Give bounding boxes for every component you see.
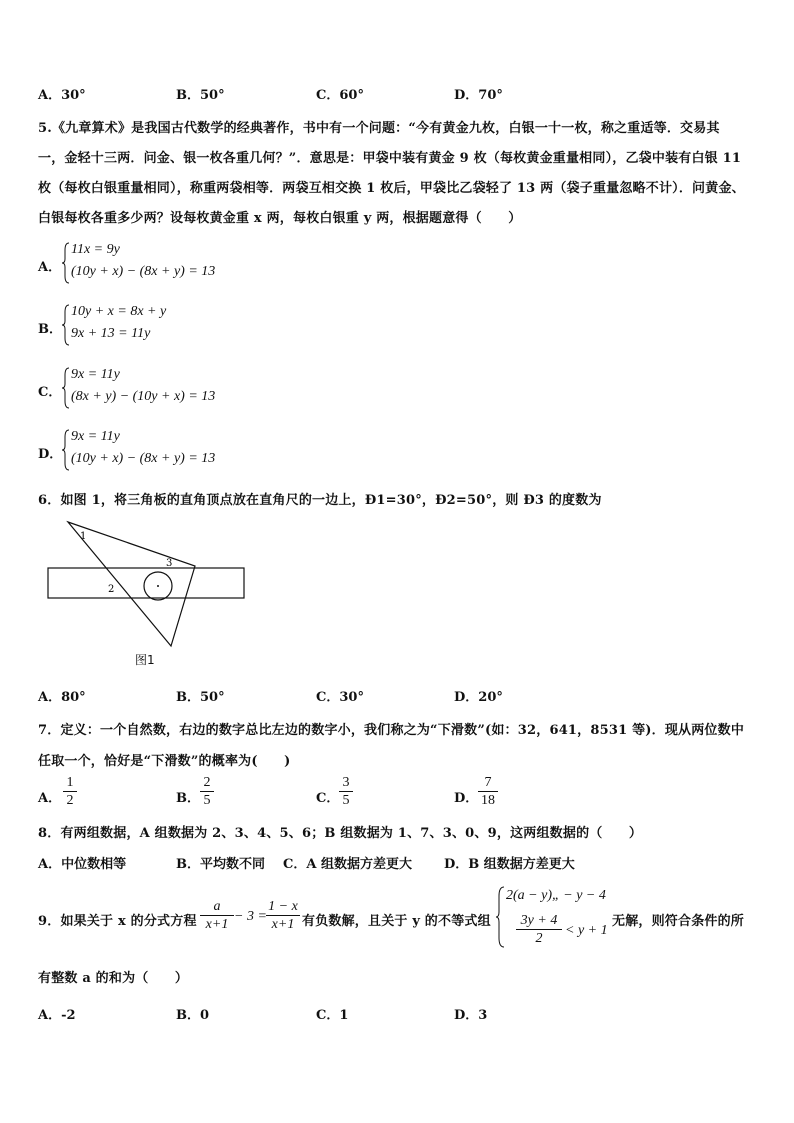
circle-center-dot	[157, 585, 159, 587]
q8-option-d: D．B 组数据方差更大	[444, 857, 575, 872]
q6-text: 6．如图 1，将三角板的直角顶点放在直角尺的一边上，Ð1=30°，Ð2=50°，则 Ð3 的度数为	[38, 493, 602, 508]
q9-text-part2: 有负数解，且关于 y 的不等式组	[302, 914, 491, 929]
q7-option-b-fraction	[200, 774, 214, 809]
q7-option-c-label: C．	[316, 791, 340, 806]
fraction-denominator: 5	[342, 793, 350, 808]
q5-text-line3: 枚（每枚白银重量相同），称重两袋相等．两袋互相交换 1 枚后，甲袋比乙袋轻了 13 两（袋子重量忽略不计）．问黄金、	[38, 181, 745, 196]
q5-option-d-label: D．	[38, 447, 63, 462]
figure-caption: 图1	[135, 653, 155, 667]
fraction-numerator: 1 − x	[268, 899, 298, 914]
q5-option-a-label: A．	[38, 260, 62, 275]
q4-option-a: A．30°	[38, 88, 86, 103]
q7-text-line1: 7．定义：一个自然数，右边的数字总比左边的数字小，我们称之为“下滑数”(如：32，641，8531 等)．现从两位数中	[38, 723, 745, 738]
fraction-denominator: x+1	[271, 917, 295, 932]
q4-option-c: C．60°	[316, 88, 364, 103]
brace-icon	[62, 304, 70, 346]
q7-option-d-label: D．	[454, 791, 479, 806]
q9-inequality-2-rest: < y + 1	[565, 923, 608, 938]
angle-label-1: 1	[80, 531, 87, 542]
q6-option-c: C．30°	[316, 690, 364, 705]
q5-c-eq2: (8x + y) − (10y + x) = 13	[71, 389, 216, 404]
fraction-denominator: 18	[481, 793, 495, 808]
brace-icon	[496, 886, 505, 948]
q8-option-b: B．平均数不同	[176, 857, 265, 872]
fraction-denominator: 5	[203, 793, 211, 808]
q6-option-d: D．20°	[454, 690, 503, 705]
fraction-numerator: 3	[342, 775, 350, 790]
q5-option-c-label: C．	[38, 385, 62, 400]
q5-a-eq1: 11x = 9y	[71, 242, 120, 257]
triangle-shape	[68, 522, 195, 646]
brace-icon	[62, 429, 70, 471]
angle-label-2: 2	[108, 584, 115, 595]
q6-option-a: A．80°	[38, 690, 86, 705]
q7-option-a-label: A．	[38, 791, 62, 806]
q4-option-d: D．70°	[454, 88, 503, 103]
q5-text-line1: 5.《九章算术》是我国古代数学的经典著作，书中有一个问题：“今有黄金九枚，白银一十一枚，称之重适等．交易其	[38, 121, 720, 136]
fraction-denominator: 2	[535, 931, 543, 946]
q9-inequality-1: 2(a − y)„ − y − 4	[506, 888, 606, 903]
q9-fraction-2	[266, 898, 300, 933]
q7-option-c-fraction	[339, 774, 353, 809]
fraction-numerator: 3y + 4	[520, 913, 558, 928]
q6-option-b: B．50°	[176, 690, 225, 705]
q5-b-eq2: 9x + 13 = 11y	[71, 326, 151, 341]
q5-text-line4: 白银每枚各重多少两？设每枚黄金重 x 两，每枚白银重 y 两，根据题意得（ ）	[38, 211, 522, 226]
q8-text: 8．有两组数据，A 组数据为 2、3、4、5、6；B 组数据为 1、7、3、0、9，这两组数据的（ ）	[38, 826, 643, 841]
q5-d-eq1: 9x = 11y	[71, 429, 120, 444]
fraction-denominator: 2	[66, 793, 74, 808]
q9-text-part3: 无解，则符合条件的所	[612, 914, 745, 929]
fraction-numerator: a	[213, 899, 221, 914]
q5-d-eq2: (10y + x) − (8x + y) = 13	[71, 451, 216, 466]
q5-a-eq2: (10y + x) − (8x + y) = 13	[71, 264, 216, 279]
fraction-denominator: x+1	[205, 917, 229, 932]
q4-option-b: B．50°	[176, 88, 225, 103]
q7-text-line2: 任取一个，恰好是“下滑数”的概率为( )	[38, 754, 291, 769]
fraction-numerator: 7	[484, 775, 492, 790]
q7-option-a-fraction	[63, 774, 77, 809]
q6-figure	[40, 518, 260, 668]
fraction-numerator: 2	[203, 775, 211, 790]
brace-icon	[62, 367, 70, 409]
angle-label-3: 3	[166, 558, 173, 569]
brace-icon	[62, 242, 70, 284]
q9-text-line2: 有整数 a 的和为（ ）	[38, 971, 189, 986]
q8-option-c: C．A 组数据方差更大	[283, 857, 412, 872]
q9-option-a: A．-2	[38, 1008, 76, 1023]
q8-option-a: A．中位数相等	[38, 857, 127, 872]
q5-option-b-label: B．	[38, 322, 62, 337]
q9-fraction-3	[516, 912, 562, 947]
q9-option-c: C．1	[316, 1008, 349, 1023]
q7-option-b-label: B．	[176, 791, 200, 806]
q5-c-eq1: 9x = 11y	[71, 367, 120, 382]
q9-option-b: B．0	[176, 1008, 210, 1023]
q9-text-part1: 9．如果关于 x 的分式方程	[38, 914, 197, 929]
q9-option-d: D．3	[454, 1008, 488, 1023]
q5-b-eq1: 10y + x = 8x + y	[71, 304, 167, 319]
q9-fraction-1	[200, 898, 234, 933]
fraction-numerator: 1	[66, 775, 74, 790]
q5-text-line2: 一，金轻十三两．问金、银一枚各重几何？”．意思是：甲袋中装有黄金 9 枚（每枚黄金重量相同），乙袋中装有白银 11	[38, 151, 742, 166]
q9-minus-three: − 3 =	[234, 909, 267, 924]
q7-option-d-fraction	[478, 774, 498, 809]
